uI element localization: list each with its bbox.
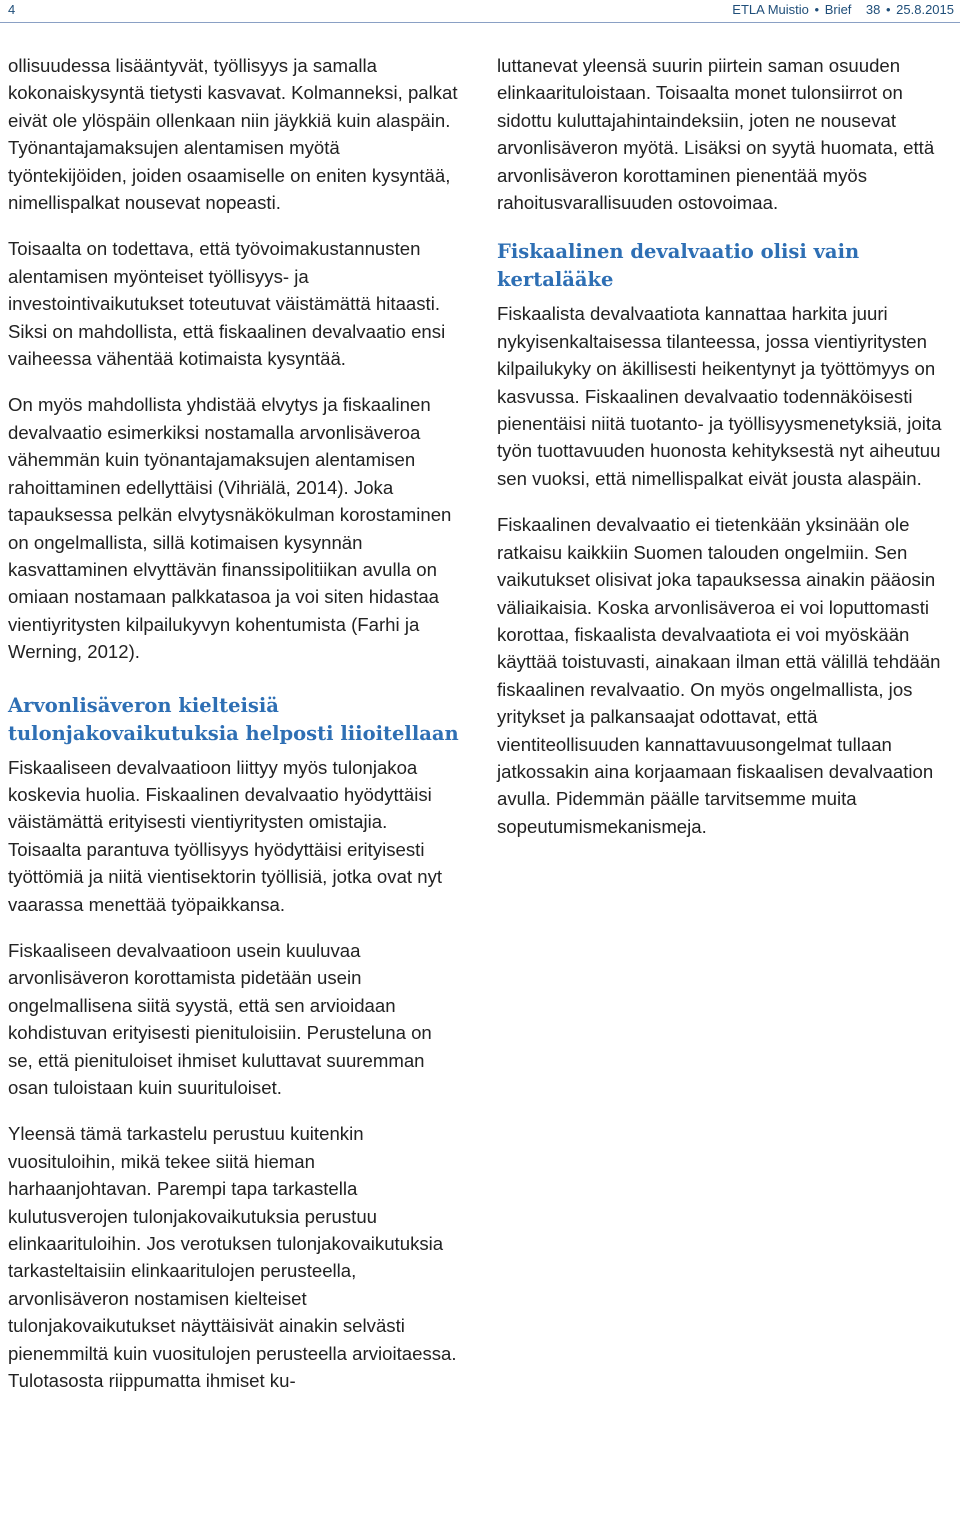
issue-number: 38 [865,2,881,17]
bullet-separator-2: • [885,2,891,17]
right-column [497,52,955,859]
left-paragraph-3: On myös mahdollista yhdistää elvytys ja fiskaalinen devalvaatio esimerkiksi nostamalla arvonlisäveroa vähemmän kuin työnantajamaksujen alentamisen rahoittaminen edellyttäisi (Vihriälä, 2014). Joka tapauksessa pelkän elvytysnäkökulman korostaminen on ongelmallista, sillä kotimaisen kysynnän kasvattaminen elvyttävän finanssipolitiikan avulla on omiaan nostamaan palkkatasoa ja voi siten hidastaa vientiyritysten kilpailukyvyn kohentumista (Farhi ja Werning, 2012). [8,394,452,663]
bullet-separator-1: • [814,2,820,17]
publication-name: ETLA Muistio [732,2,809,17]
section-heading-one-off-remedy: Fiskaalinen devalvaatio olisi vain kertalääke [497,240,860,292]
left-paragraph-5: Fiskaaliseen devalvaatioon usein kuuluvaa arvonlisäveron korottamista pidetään usein ongelmallisena siitä syystä, että sen arvioidaan kohdistuvan erityisesti pienituloisiin. Perusteluna on se, että pienituloiset ihmiset kuluttavat suuremman osan tuloistaan kuin suurituloiset. [8,939,432,1098]
page-number: 4 [8,2,16,17]
page-header [0,0,960,23]
left-paragraph-1: ollisuudessa lisääntyvät, työllisyys ja samalla kokonaiskysyntä tietysti kasvavat. Kolmanneksi, palkat eivät ole ylöspäin ollenkaan niin jäykkiä kuin alaspäin. Työnantajamaksujen alentamisen myötä työntekijöiden, joiden osaamiselle on eniten kysyntää, nimellispalkat nousevat nopeasti. [8,55,458,214]
left-paragraph-2: Toisaalta on todettava, että työvoimakustannusten alentamisen myönteiset työllisyys- ja investointivaikutukset toteutuvat väistämättä hitaasti. Siksi on mahdollista, että fiskaalinen devalvaatio ensi vaiheessa vähentää kotimaista kysyntää. [8,238,446,370]
right-paragraph-3: Fiskaalinen devalvaatio ei tietenkään yksinään ole ratkaisu kaikkiin Suomen talouden ongelmiin. Sen vaikutukset olisivat joka tapauksessa ainakin pääosin väliaikaisia. Koska arvonlisäveroa ei voi loputtomasti korottaa, fiskaalista devalvaatiota ei voi myöskään käyttää toistuvasti, ainakaan ilman että välillä tehdään fiskaalinen revalvaatio. On myös ongelmallista, jos yritykset ja palkansaajat odottavat, että vientiteollisuuden kannattavuusongelmat tullaan jatkossakin aina korjaamaan fiskaalisen devalvaation avulla. Pidemmän päälle tarvitsemme muita sopeutumismekanismeja. [497,514,941,837]
left-column [8,52,460,1413]
right-paragraph-2: Fiskaalista devalvaatiota kannattaa harkita juuri nykyisenkaltaisessa tilanteessa, jossa vientiyritysten kilpailukyky on äkillisesti heikentynyt ja työttömyys on kasvussa. Fiskaalinen devalvaatio todennäköisesti pienentäisi niitä tuotanto- ja työllisyysmenetyksiä, joita työn tuottavuuden huonosta kehityksestä nyt aiheutuu sen vuoksi, että nimellispalkat eivät jousta alaspäin. [497,303,942,489]
right-paragraph-1: luttanevat yleensä suurin piirtein saman osuuden elinkaarituloistaan. Toisaalta monet tulonsiirrot on sidottu kuluttajahintaindeksiin, joten ne nousevat arvonlisäveron myötä. Lisäksi on syytä huomata, että arvonlisäveron korottaminen pienentää myös rahoitusvarallisuuden ostovoimaa. [497,55,935,214]
issue-date: 25.8.2015 [896,2,954,17]
section-heading-vat: Arvonlisäveron kielteisiä tulonjakovaikutuksia helposti liioitellaan [8,693,459,745]
left-paragraph-4: Fiskaaliseen devalvaatioon liittyy myös tulonjakoa koskevia huolia. Fiskaalinen devalvaatio hyödyttäisi väistämättä erityisesti vientiyritysten omistajia. Toisaalta parantuva työllisyys hyödyttäisi erityisesti työttömiä ja niitä vientisektorin työllisiä, jotka ovat nyt vaarassa menettää työpaikkansa. [8,756,443,915]
series-name: Brief [824,2,852,17]
left-paragraph-6: Yleensä tämä tarkastelu perustuu kuitenkin vuosituloihin, mikä tekee siitä hieman harhaanjohtavan. Parempi tapa tarkastella kulutusverojen tulonjakovaikutuksia perustuu elinkaarituloihin. Jos verotuksen tulonjakovaikutuksia tarkasteltaisiin elinkaaritulojen perusteella, arvonlisäveron nostamisen kielteiset tulonjakovaikutukset näyttäisivät ainakin selvästi pienemmiltä kuin vuositulojen perusteella arvioitaessa. Tulotasosta riippumatta ihmiset ku- [8,1123,457,1392]
running-head [732,2,954,17]
